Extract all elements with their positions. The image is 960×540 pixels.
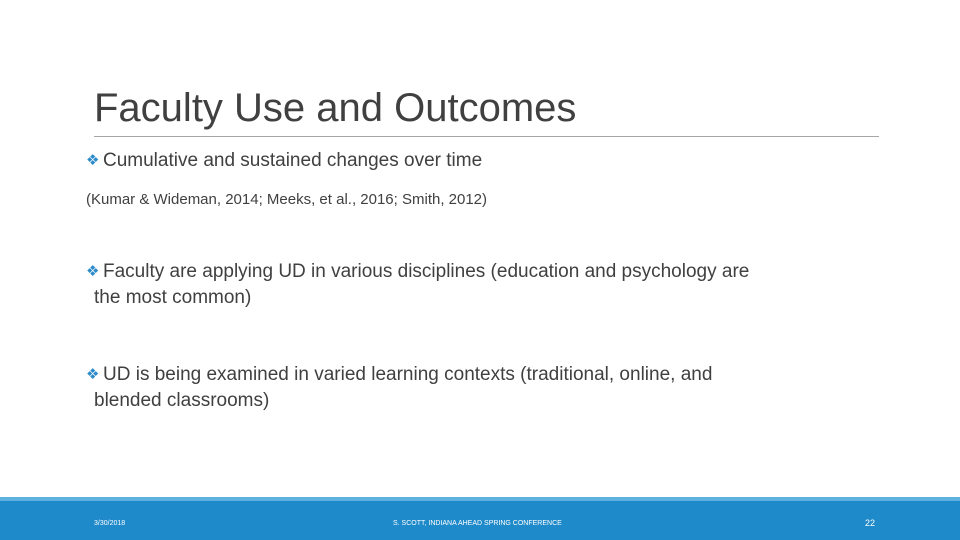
- citation: (Kumar & Wideman, 2014; Meeks, et al., 2016; Smith, 2012): [86, 191, 488, 208]
- bullet-item-faculty-disciplines: [86, 259, 876, 311]
- footer-date: 3/30/2018: [94, 520, 126, 527]
- diamond-bullet-icon: ❖: [86, 263, 100, 280]
- bullet-text: UD is being examined in varied learning contexts (traditional, online, and: [103, 364, 713, 385]
- footer-presenter: S. SCOTT, INDIANA AHEAD SPRING CONFERENCE: [393, 520, 562, 527]
- slide-title: Faculty Use and Outcomes: [94, 86, 577, 130]
- bullet-text-continuation: the most common): [94, 287, 252, 308]
- footer-bar-highlight: [0, 497, 960, 501]
- title-divider: [94, 136, 879, 137]
- bullet-item-learning-contexts: [86, 362, 876, 414]
- footer-page-number: 22: [865, 518, 876, 528]
- bullet-text: Faculty are applying UD in various disciplines (education and psychology are: [103, 261, 750, 282]
- diamond-bullet-icon: ❖: [86, 366, 100, 383]
- bullet-text-continuation: blended classrooms): [94, 390, 270, 411]
- bullet-item-cumulative-changes: [86, 148, 482, 174]
- bullet-text: Cumulative and sustained changes over time: [103, 150, 483, 171]
- diamond-bullet-icon: ❖: [86, 152, 100, 169]
